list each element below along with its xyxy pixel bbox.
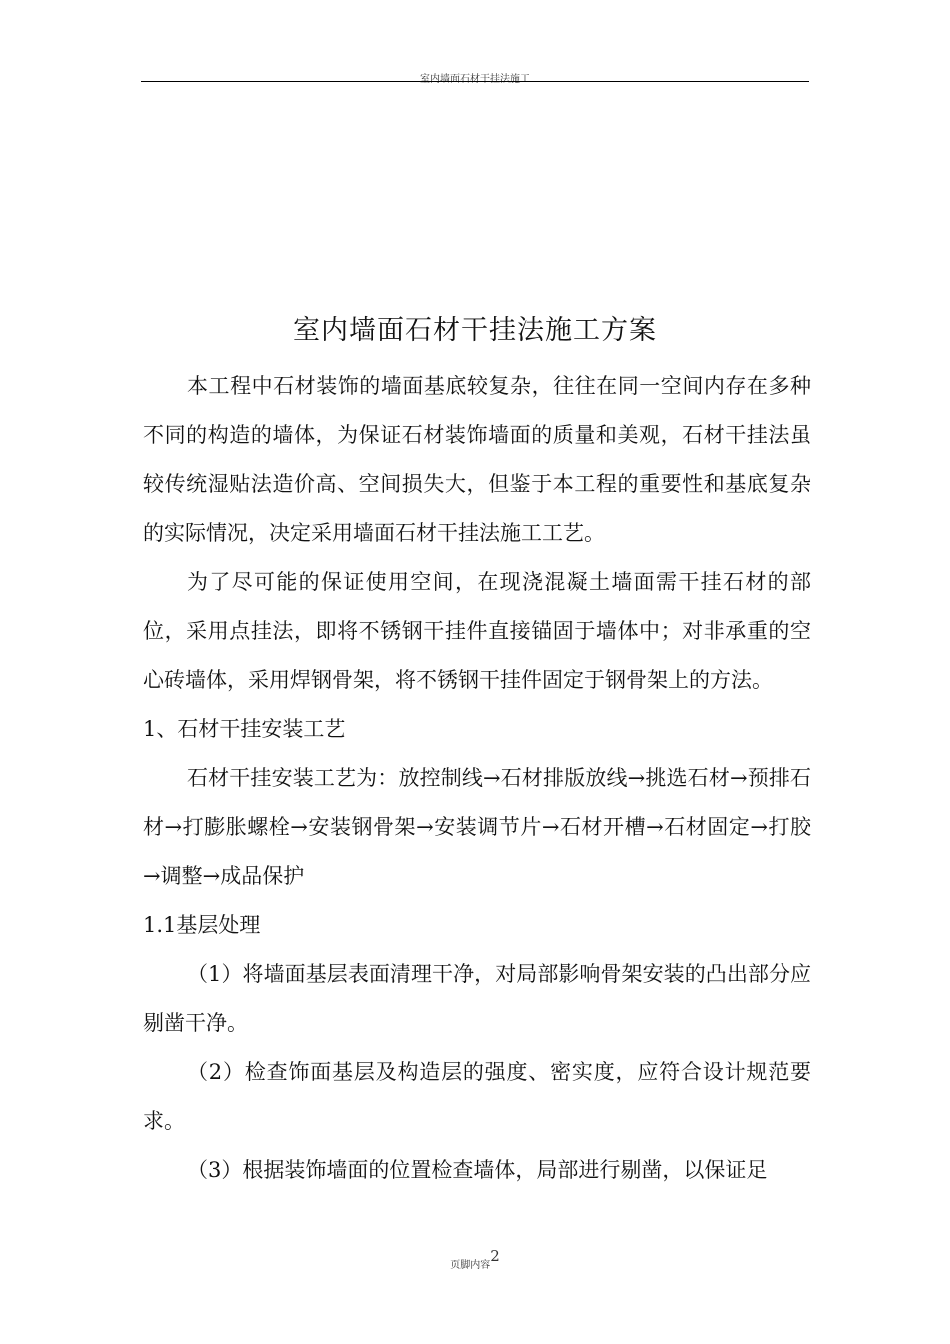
paragraph-intro: 本工程中石材装饰的墙面基底较复杂，往往在同一空间内存在多种不同的构造的墙体，为保证石材装饰墙面的质量和美观，石材干挂法虽较传统湿贴法造价高、空间损失大，但鉴于本工程的重要性和基底复杂的实际情况，决定采用墙面石材干挂法施工工艺。	[143, 374, 811, 545]
section-heading-1-1: 1.1基层处理	[143, 913, 261, 937]
paragraph-process: 石材干挂安装工艺为：放控制线→石材排版放线→挑选石材→预排石材→打膨胀螺栓→安装钢骨架→安装调节片→石材开槽→石材固定→打胶→调整→成品保护	[143, 766, 811, 888]
list-item-2: （2）检查饰面基层及构造层的强度、密实度，应符合设计规范要求。	[143, 1060, 811, 1133]
footer-label: 页脚内容	[450, 1260, 491, 1271]
header-divider	[141, 81, 809, 82]
list-item-3: （3）根据装饰墙面的位置检查墙体，局部进行剔凿，以保证足	[187, 1158, 768, 1182]
document-title: 室内墙面石材干挂法施工方案	[293, 315, 657, 346]
paragraph-method: 为了尽可能的保证使用空间，在现浇混凝土墙面需干挂石材的部位，采用点挂法，即将不锈钢干挂件直接锚固于墙体中；对非承重的空心砖墙体，采用焊钢骨架，将不锈钢干挂件固定于钢骨架上的方法。	[143, 570, 811, 692]
page-number: 2	[490, 1247, 500, 1265]
page-footer	[0, 1247, 950, 1272]
list-item-1: （1）将墙面基层表面清理干净，对局部影响骨架安装的凸出部分应剔凿干净。	[143, 962, 811, 1035]
page-header: 室内墙面石材干挂法施工	[420, 74, 530, 85]
document-body	[143, 362, 811, 1195]
section-heading-1: 1、石材干挂安装工艺	[143, 717, 346, 741]
